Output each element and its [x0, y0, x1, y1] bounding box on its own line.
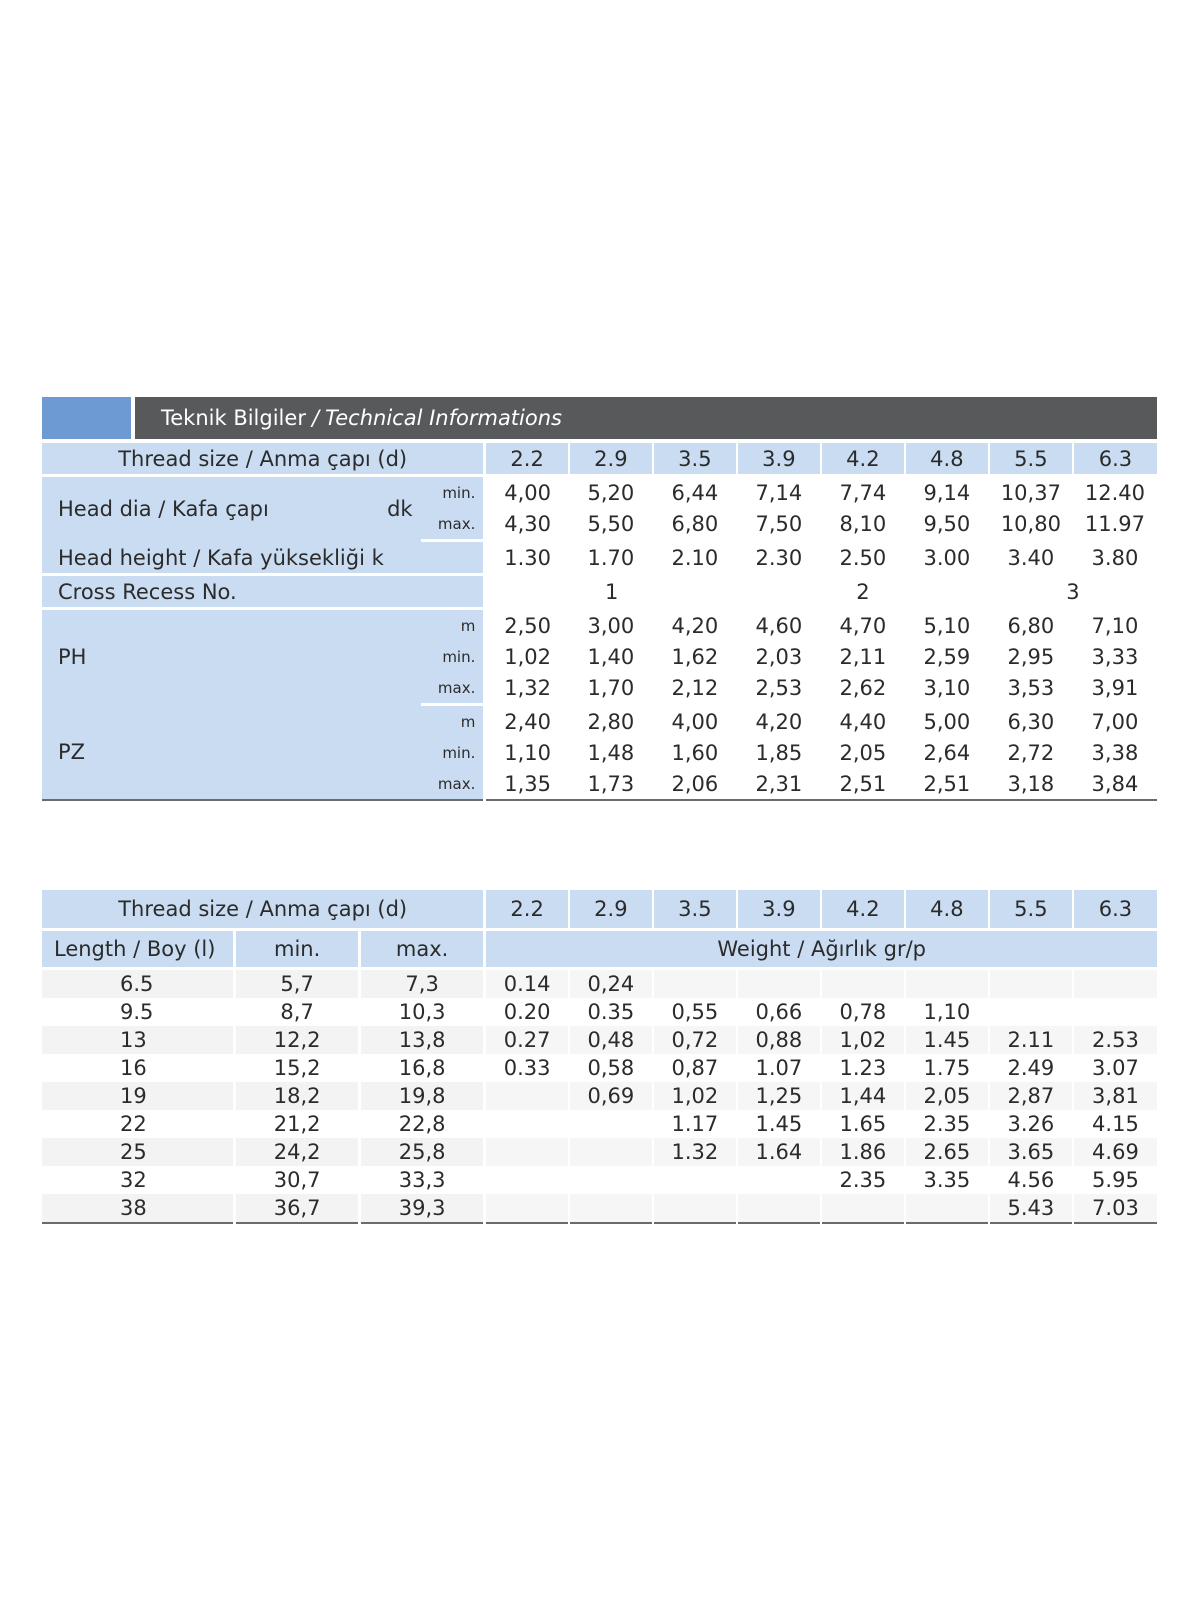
- head-dia-min-row-sublabel: min.: [421, 476, 485, 509]
- title-tr: Teknik Bilgiler: [161, 406, 306, 430]
- length-max-value: 16,8: [359, 1054, 485, 1082]
- thread-size-4-8: 4.8: [905, 443, 989, 476]
- dk-symbol: dk: [387, 496, 413, 521]
- weight-value: 1,02: [653, 1082, 737, 1110]
- section-title-bar: [42, 397, 1157, 439]
- thread-size-col-5-5: 5.5: [989, 890, 1073, 930]
- length-max-value: 39,3: [359, 1194, 485, 1223]
- head-dia-max-row-value: 11.97: [1073, 508, 1157, 541]
- weight-value: 3.35: [905, 1166, 989, 1194]
- length-min-value: 5,7: [235, 969, 359, 999]
- ph-max-row-value: 3,91: [1073, 672, 1157, 705]
- weight-value: [569, 1194, 653, 1223]
- ph-max-row-sublabel: max.: [421, 672, 485, 705]
- head-height-label: Head height / Kafa yüksekliği k: [42, 541, 485, 575]
- thread-size-col-3-5: 3.5: [653, 890, 737, 930]
- weight-value: 2.11: [989, 1026, 1073, 1054]
- weight-value: 4.56: [989, 1166, 1073, 1194]
- weight-value: 0,78: [821, 998, 905, 1026]
- weight-value: 0,87: [653, 1054, 737, 1082]
- ph-m-row-value: 4,20: [671, 613, 719, 638]
- weight-value: 0,48: [569, 1026, 653, 1054]
- pz-max-row-value: 1,73: [587, 771, 635, 796]
- weight-value: [485, 1110, 569, 1138]
- title-accent-block: [42, 397, 131, 439]
- weight-value: [905, 969, 989, 999]
- pz-max-row-sublabel: max.: [421, 768, 485, 800]
- ph-min-row-value: 1,02: [504, 644, 551, 669]
- head-dia-min-row-value: 6,44: [671, 480, 719, 505]
- weight-value: 1,02: [821, 1026, 905, 1054]
- cross-recess-no-3: 3: [989, 575, 1157, 609]
- length-max-value: 25,8: [359, 1138, 485, 1166]
- pz-min-row-value: 2,64: [923, 740, 971, 765]
- weight-value: 0.20: [503, 1000, 551, 1024]
- ph-min-row-sublabel: min.: [421, 641, 485, 672]
- cross-recess-no-1: 1: [485, 575, 737, 609]
- head-dia-label: [42, 476, 421, 541]
- weight-value: 0,55: [653, 998, 737, 1026]
- thread-size-header-row-2: [42, 890, 1157, 930]
- weight-value: [821, 969, 905, 999]
- weight-value: 1.64: [737, 1138, 821, 1166]
- weight-value: 1.45: [905, 1026, 989, 1054]
- cross-recess-label: Cross Recess No.: [42, 575, 485, 609]
- length-max-value: 13,8: [359, 1026, 485, 1054]
- length-min-value: 18,2: [235, 1082, 359, 1110]
- weight-value: [485, 1138, 569, 1166]
- weight-value: [737, 1194, 821, 1223]
- length-value: 6.5: [42, 969, 235, 999]
- weight-value: 3.07: [1073, 1054, 1157, 1082]
- head-height-value: 2.30: [737, 541, 821, 575]
- ph-m-row-value: 7,10: [1091, 613, 1139, 638]
- table-row: [42, 1026, 1157, 1054]
- head-dia-min-row-value: 9,14: [923, 480, 971, 505]
- weight-value: 2.53: [1073, 1026, 1157, 1054]
- ph-m-row-value: 5,10: [923, 613, 971, 638]
- thread-size-4-2: 4.2: [821, 443, 905, 476]
- ph-min-row-value: 3,33: [1091, 644, 1139, 669]
- ph-min-row-value: 2,59: [923, 644, 971, 669]
- weight-value: 5.43: [989, 1194, 1073, 1223]
- weight-value: [1073, 998, 1157, 1026]
- length-min-label: min.: [235, 930, 359, 969]
- weight-value: 1.32: [653, 1138, 737, 1166]
- head-dia-max-row-value: 6,80: [653, 508, 737, 541]
- weights-subheader-row: [42, 930, 1157, 969]
- weight-value: [653, 1166, 737, 1194]
- dimensions-table: [42, 443, 1157, 801]
- weight-value: 0,66: [737, 998, 821, 1026]
- weight-value: [653, 1194, 737, 1223]
- length-label: Length / Boy (l): [42, 930, 235, 969]
- weight-value: 0.14: [485, 969, 569, 999]
- ph-min-row-value: 1,40: [587, 644, 635, 669]
- title-separator: /: [311, 406, 320, 430]
- table-row: [42, 1054, 1157, 1082]
- thread-size-2-2: 2.2: [485, 443, 569, 476]
- ph-min-row-value: 1,62: [671, 644, 719, 669]
- head-height-value: 2.10: [653, 541, 737, 575]
- weight-value: [653, 969, 737, 999]
- weight-value: [485, 1166, 569, 1194]
- pz-min-row-value: 2,72: [1007, 740, 1055, 765]
- thread-size-label-2: Thread size / Anma çapı (d): [42, 890, 485, 930]
- length-max-value: 7,3: [359, 969, 485, 999]
- pz-label-text: PZ: [58, 739, 86, 764]
- thread-size-3-5: 3.5: [653, 443, 737, 476]
- weight-value: 1,25: [737, 1082, 821, 1110]
- table-row: [42, 1138, 1157, 1166]
- length-max-value: 22,8: [359, 1110, 485, 1138]
- head-height-value: 1.70: [569, 541, 653, 575]
- head-dia-max-row-value: 7,50: [737, 508, 821, 541]
- cross-recess-row: [42, 575, 1157, 609]
- weight-value: [569, 1166, 653, 1194]
- ph-max-row-value: 3,53: [989, 672, 1073, 705]
- pz-min-row-value: 1,48: [587, 740, 635, 765]
- weight-value: 3,81: [1073, 1082, 1157, 1110]
- weight-value: 1,10: [905, 998, 989, 1026]
- pz-m-row: [42, 705, 1157, 738]
- ph-min-row-value: 2,03: [755, 644, 803, 669]
- weight-value: 1.65: [821, 1110, 905, 1138]
- length-value: 25: [42, 1138, 235, 1166]
- ph-m-row-value: 4,60: [755, 613, 803, 638]
- pz-max-row-value: 3,18: [1007, 771, 1055, 796]
- length-value: 19: [42, 1082, 235, 1110]
- thread-size-2-9: 2.9: [569, 443, 653, 476]
- weight-value: 0,69: [569, 1082, 653, 1110]
- length-value: 32: [42, 1166, 235, 1194]
- pz-min-row-value: 3,38: [1091, 740, 1139, 765]
- pz-m-row-value: 7,00: [1091, 709, 1139, 734]
- ph-min-row-value: 2,95: [1007, 644, 1055, 669]
- thread-size-col-6-3: 6.3: [1073, 890, 1157, 930]
- length-value: 13: [42, 1026, 235, 1054]
- ph-max-row-value: 1,70: [569, 672, 653, 705]
- thread-size-6-3: 6.3: [1073, 443, 1157, 476]
- weight-value: 2.35: [821, 1166, 905, 1194]
- weight-value: 1.17: [653, 1110, 737, 1138]
- thread-size-5-5: 5.5: [989, 443, 1073, 476]
- pz-min-row-value: 1,85: [755, 740, 803, 765]
- weight-label: Weight / Ağırlık gr/p: [485, 930, 1157, 969]
- weight-value: [989, 998, 1073, 1026]
- section-title: [135, 397, 1157, 439]
- length-value: 9.5: [42, 998, 235, 1026]
- head-dia-max-row-value: 5,50: [569, 508, 653, 541]
- weight-value: 3.26: [989, 1110, 1073, 1138]
- pz-min-row-value: 1,10: [504, 740, 551, 765]
- pz-m-row-value: 5,00: [923, 709, 971, 734]
- pz-m-row-value: 4,20: [755, 709, 803, 734]
- ph-m-row-value: 4,70: [839, 613, 887, 638]
- thread-size-label: Thread size / Anma çapı (d): [42, 443, 485, 476]
- weight-value: 1.86: [821, 1138, 905, 1166]
- ph-label-text: PH: [58, 645, 87, 670]
- thread-size-header-row: [42, 443, 1157, 476]
- weight-value: 1.07: [737, 1054, 821, 1082]
- pz-m-row-value: 4,40: [839, 709, 887, 734]
- head-dia-min-row: [42, 476, 1157, 509]
- weight-value: 3.65: [989, 1138, 1073, 1166]
- pz-max-row-value: 2,31: [755, 771, 803, 796]
- head-dia-min-row-value: 5,20: [587, 480, 635, 505]
- pz-m-row-sublabel: m: [421, 705, 485, 738]
- ph-m-row: [42, 609, 1157, 642]
- weight-value: 0,72: [653, 1026, 737, 1054]
- weight-value: 2.35: [905, 1110, 989, 1138]
- head-dia-min-row-value: 7,74: [839, 480, 887, 505]
- length-min-value: 8,7: [235, 998, 359, 1026]
- length-max-value: 33,3: [359, 1166, 485, 1194]
- thread-size-3-9: 3.9: [737, 443, 821, 476]
- table-row: [42, 969, 1157, 999]
- table-row: [42, 1082, 1157, 1110]
- weight-value: 4.69: [1073, 1138, 1157, 1166]
- weight-value: [485, 1194, 569, 1223]
- head-dia-min-row-value: 7,14: [755, 480, 803, 505]
- ph-max-row-value: 2,62: [821, 672, 905, 705]
- pz-m-row-value: 2,40: [504, 709, 551, 734]
- ph-m-row-value: 2,50: [504, 613, 551, 638]
- pz-max-row-value: 2,51: [839, 771, 887, 796]
- length-max-value: 19,8: [359, 1082, 485, 1110]
- weight-value: 2,05: [905, 1082, 989, 1110]
- ph-m-row-value: 6,80: [1007, 613, 1055, 638]
- weight-value: [905, 1194, 989, 1223]
- length-value: 22: [42, 1110, 235, 1138]
- weights-table: [42, 890, 1157, 1224]
- pz-max-row-value: 2,51: [923, 771, 971, 796]
- head-dia-label-text: Head dia / Kafa çapı: [58, 496, 269, 521]
- pz-min-row-value: 1,60: [671, 740, 719, 765]
- thread-size-col-4-2: 4.2: [821, 890, 905, 930]
- weight-value: [989, 969, 1073, 999]
- pz-max-row-value: 1,35: [504, 771, 551, 796]
- ph-label: [42, 609, 421, 705]
- table-row: [42, 1194, 1157, 1223]
- head-height-row: [42, 541, 1157, 575]
- head-dia-max-row-value: 8,10: [821, 508, 905, 541]
- thread-size-col-3-9: 3.9: [737, 890, 821, 930]
- weight-value: 0,24: [569, 969, 653, 999]
- head-dia-min-row-value: 10,37: [1000, 480, 1061, 505]
- weight-value: 5.95: [1073, 1166, 1157, 1194]
- head-dia-max-row-sublabel: max.: [421, 508, 485, 541]
- pz-m-row-value: 4,00: [671, 709, 719, 734]
- weight-value: [821, 1194, 905, 1223]
- pz-min-row-value: 2,05: [839, 740, 887, 765]
- pz-max-row-value: 3,84: [1091, 771, 1139, 796]
- weight-value: [569, 1138, 653, 1166]
- length-min-value: 36,7: [235, 1194, 359, 1223]
- weight-value: 2.49: [989, 1054, 1073, 1082]
- thread-size-col-2-9: 2.9: [569, 890, 653, 930]
- weight-value: 4.15: [1073, 1110, 1157, 1138]
- pz-label: [42, 705, 421, 801]
- weight-value: 7.03: [1073, 1194, 1157, 1223]
- head-height-value: 3.00: [905, 541, 989, 575]
- head-dia-max-row-value: 10,80: [989, 508, 1073, 541]
- table-row: [42, 1166, 1157, 1194]
- length-max-label: max.: [359, 930, 485, 969]
- weight-value: [1073, 969, 1157, 999]
- cross-recess-no-2: 2: [737, 575, 989, 609]
- length-value: 38: [42, 1194, 235, 1223]
- weight-value: 0.35: [569, 998, 653, 1026]
- head-height-value: 3.40: [989, 541, 1073, 575]
- weight-value: 0.27: [485, 1026, 569, 1054]
- ph-max-row-value: 3,10: [905, 672, 989, 705]
- head-dia-max-row-value: 4,30: [485, 508, 569, 541]
- ph-min-row-value: 2,11: [839, 644, 887, 669]
- weight-value: 1.45: [737, 1110, 821, 1138]
- weight-value: [737, 1166, 821, 1194]
- weight-value: [485, 1082, 569, 1110]
- length-min-value: 24,2: [235, 1138, 359, 1166]
- head-height-value: 3.80: [1073, 541, 1157, 575]
- head-dia-max-row-value: 9,50: [905, 508, 989, 541]
- ph-m-row-sublabel: m: [421, 609, 485, 642]
- head-height-value: 2.50: [821, 541, 905, 575]
- length-value: 16: [42, 1054, 235, 1082]
- pz-m-row-value: 2,80: [587, 709, 635, 734]
- length-min-value: 30,7: [235, 1166, 359, 1194]
- head-dia-min-row-value: 12.40: [1084, 480, 1145, 505]
- length-max-value: 10,3: [359, 998, 485, 1026]
- weight-value: 1.75: [905, 1054, 989, 1082]
- ph-max-row-value: 1,32: [485, 672, 569, 705]
- weight-value: 0.33: [503, 1056, 551, 1080]
- weight-value: 1,44: [821, 1082, 905, 1110]
- weight-value: [737, 969, 821, 999]
- table-row: [42, 1110, 1157, 1138]
- length-min-value: 12,2: [235, 1026, 359, 1054]
- thread-size-col-4-8: 4.8: [905, 890, 989, 930]
- length-min-value: 15,2: [235, 1054, 359, 1082]
- head-height-value: 1.30: [485, 541, 569, 575]
- weight-value: 0,58: [569, 1054, 653, 1082]
- pz-m-row-value: 6,30: [1007, 709, 1055, 734]
- weight-value: [569, 1110, 653, 1138]
- table-row: [42, 998, 1157, 1026]
- pz-max-row-value: 2,06: [671, 771, 719, 796]
- ph-max-row-value: 2,12: [653, 672, 737, 705]
- head-dia-min-row-value: 4,00: [504, 480, 551, 505]
- ph-max-row-value: 2,53: [737, 672, 821, 705]
- pz-min-row-sublabel: min.: [421, 737, 485, 768]
- weight-value: 2,87: [989, 1082, 1073, 1110]
- weight-value: 0,88: [737, 1026, 821, 1054]
- ph-m-row-value: 3,00: [587, 613, 635, 638]
- title-en: Technical Informations: [325, 406, 562, 430]
- weight-value: 1.23: [821, 1054, 905, 1082]
- thread-size-col-2-2: 2.2: [485, 890, 569, 930]
- weight-value: 2.65: [905, 1138, 989, 1166]
- length-min-value: 21,2: [235, 1110, 359, 1138]
